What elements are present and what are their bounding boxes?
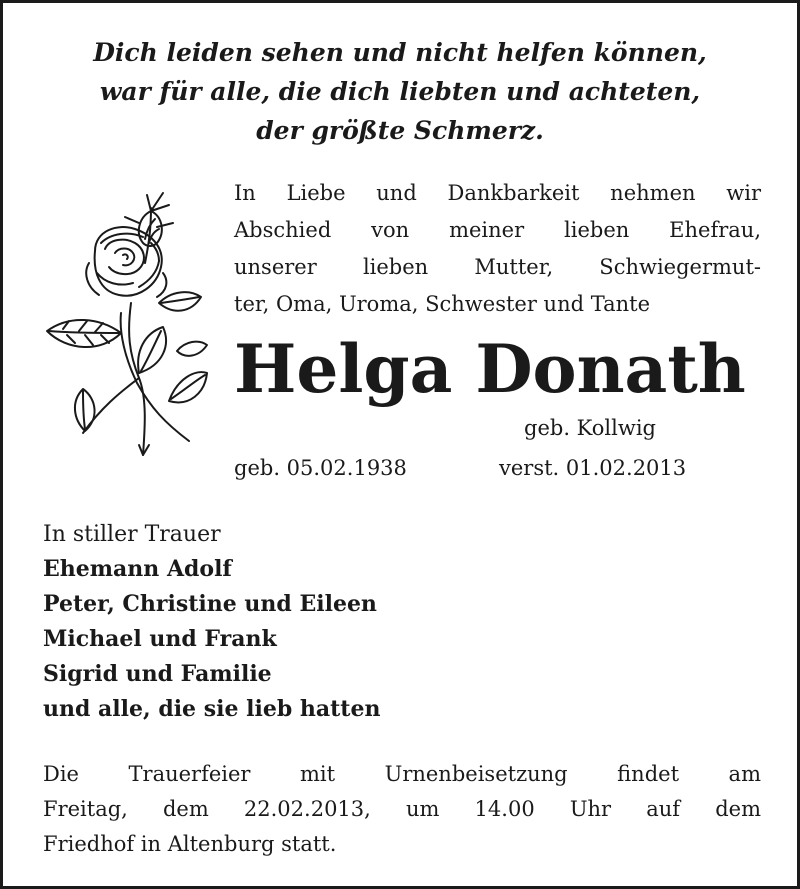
mourner-name: Peter, Christine und Eileen	[43, 591, 377, 617]
death-date: verst. 01.02.2013	[499, 456, 687, 480]
maiden-name: geb. Kollwig	[524, 416, 656, 440]
intro-line: unserer lieben Mutter, Schwiegermut-	[234, 255, 761, 279]
mourner-name: und alle, die sie lieb hatten	[43, 696, 381, 722]
funeral-details	[43, 757, 761, 862]
deceased-name: Helga Donath	[234, 330, 746, 408]
motto	[23, 33, 777, 150]
intro-text	[234, 175, 761, 323]
mourners-list	[43, 517, 380, 727]
birth-date: geb. 05.02.1938	[234, 456, 407, 480]
rose-icon	[39, 183, 209, 458]
intro-line: Abschied von meiner lieben Ehefrau,	[234, 218, 761, 242]
motto-line: Dich leiden sehen und nicht helfen können,	[93, 38, 707, 67]
intro-line: ter, Oma, Uroma, Schwester und Tante	[234, 292, 651, 316]
motto-line: der größte Schmerz.	[256, 116, 544, 145]
mourner-name: Ehemann Adolf	[43, 556, 232, 582]
intro-line: In Liebe und Dankbarkeit nehmen wir	[234, 181, 761, 205]
funeral-line: Die Trauerfeier mit Urnenbeisetzung findet am	[43, 762, 761, 786]
funeral-line: Freitag, dem 22.02.2013, um 14.00 Uhr auf dem	[43, 797, 761, 821]
mourner-name: Sigrid und Familie	[43, 661, 272, 687]
mourner-name: Michael und Frank	[43, 626, 277, 652]
funeral-line: Friedhof in Altenburg statt.	[43, 832, 337, 856]
mourners-heading: In stiller Trauer	[43, 522, 221, 547]
motto-line: war für alle, die dich liebten und achteten,	[99, 77, 701, 106]
